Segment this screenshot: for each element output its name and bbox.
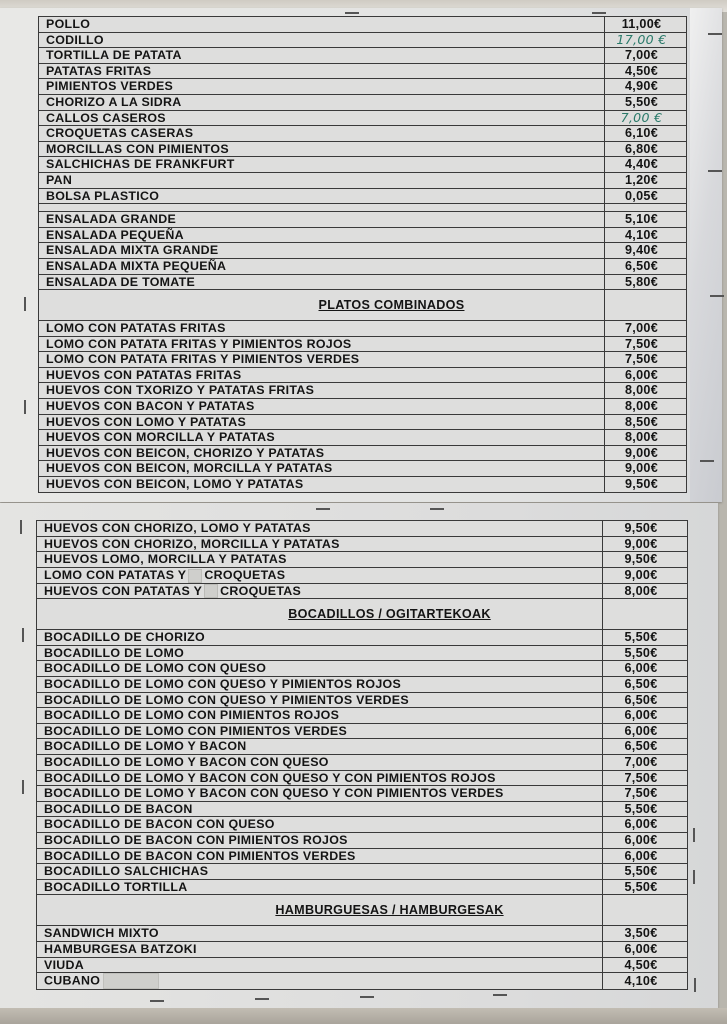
item-name: CUBANO bbox=[37, 973, 603, 990]
menu-row bbox=[39, 336, 687, 352]
item-name: TORTILLA DE PATATA bbox=[39, 48, 605, 64]
item-price: 9,00€ bbox=[603, 536, 688, 552]
menu-row bbox=[37, 552, 688, 568]
item-name: PAN bbox=[39, 172, 605, 188]
item-price: 6,00€ bbox=[603, 832, 688, 848]
item-price: 8,00€ bbox=[605, 383, 687, 399]
menu-row bbox=[37, 692, 688, 708]
item-price: 6,00€ bbox=[603, 723, 688, 739]
item-name: CROQUETAS CASERAS bbox=[39, 126, 605, 142]
menu-row bbox=[39, 63, 687, 79]
menu-row bbox=[37, 521, 688, 537]
menu-row bbox=[39, 367, 687, 383]
item-name: BOCADILLO DE LOMO Y BACON CON QUESO Y CON PIMIENTOS VERDES bbox=[37, 786, 603, 802]
item-name: BOCADILLO DE LOMO CON PIMIENTOS ROJOS bbox=[37, 708, 603, 724]
menu-row bbox=[37, 630, 688, 646]
item-price: 6,50€ bbox=[605, 258, 687, 274]
menu-row bbox=[39, 461, 687, 477]
menu-row bbox=[39, 414, 687, 430]
item-price: 4,10€ bbox=[603, 973, 688, 990]
staple-icon bbox=[255, 998, 269, 1000]
item-price: 4,90€ bbox=[605, 79, 687, 95]
item-name: BOCADILLO TORTILLA bbox=[37, 879, 603, 895]
item-name: ENSALADA DE TOMATE bbox=[39, 274, 605, 290]
item-price: 9,00€ bbox=[605, 461, 687, 477]
item-name: BOCADILLO DE LOMO Y BACON CON QUESO bbox=[37, 754, 603, 770]
item-price: 8,00€ bbox=[603, 583, 688, 599]
item-name: ENSALADA MIXTA GRANDE bbox=[39, 243, 605, 259]
item-name: BOCADILLO DE LOMO bbox=[37, 645, 603, 661]
item-name: LOMO CON PATATA FRITAS Y PIMIENTOS ROJOS bbox=[39, 336, 605, 352]
item-price: 5,50€ bbox=[603, 645, 688, 661]
item-name: ENSALADA PEQUEÑA bbox=[39, 227, 605, 243]
item-price: 9,00€ bbox=[603, 567, 688, 583]
item-name: HUEVOS CON PATATAS Y CROQUETAS bbox=[37, 583, 603, 599]
menu-row bbox=[39, 227, 687, 243]
item-name: BOCADILLO DE LOMO CON QUESO Y PIMIENTOS VERDES bbox=[37, 692, 603, 708]
item-name: ENSALADA MIXTA PEQUEÑA bbox=[39, 258, 605, 274]
staple-icon bbox=[360, 996, 374, 998]
menu-row bbox=[39, 141, 687, 157]
item-name: BOCADILLO DE CHORIZO bbox=[37, 630, 603, 646]
menu-row bbox=[39, 79, 687, 95]
item-price-handwritten bbox=[605, 110, 687, 126]
item-name: PIMIENTOS VERDES bbox=[39, 79, 605, 95]
item-price: 6,10€ bbox=[605, 126, 687, 142]
menu-row bbox=[37, 754, 688, 770]
item-price: 7,00€ bbox=[605, 48, 687, 64]
item-name: CODILLO bbox=[39, 32, 605, 48]
menu-row bbox=[37, 536, 688, 552]
item-name: HUEVOS CON MORCILLA Y PATATAS bbox=[39, 430, 605, 446]
item-name: HUEVOS CON TXORIZO Y PATATAS FRITAS bbox=[39, 383, 605, 399]
item-price: 0,05€ bbox=[605, 188, 687, 204]
item-name: BOCADILLO DE LOMO Y BACON bbox=[37, 739, 603, 755]
item-price: 9,50€ bbox=[603, 552, 688, 568]
item-name: POLLO bbox=[39, 17, 605, 33]
staple-icon bbox=[693, 870, 695, 884]
menu-row bbox=[37, 770, 688, 786]
item-price: 6,50€ bbox=[603, 692, 688, 708]
item-price: 6,00€ bbox=[603, 661, 688, 677]
item-name: BOCADILLO DE LOMO CON PIMIENTOS VERDES bbox=[37, 723, 603, 739]
menu-row bbox=[39, 243, 687, 259]
menu-row bbox=[39, 383, 687, 399]
item-name: BOCADILLO DE LOMO CON QUESO Y PIMIENTOS ROJOS bbox=[37, 677, 603, 693]
item-price: 4,10€ bbox=[605, 227, 687, 243]
menu-row bbox=[37, 801, 688, 817]
item-price: 8,00€ bbox=[605, 430, 687, 446]
item-name: BOCADILLO DE BACON CON QUESO bbox=[37, 817, 603, 833]
menu-row bbox=[37, 739, 688, 755]
wall-bottom bbox=[0, 1008, 727, 1024]
item-name: CALLOS CASEROS bbox=[39, 110, 605, 126]
menu-row bbox=[37, 583, 688, 599]
item-price: 7,00€ bbox=[605, 321, 687, 337]
section-title: BOCADILLOS / OGITARTEKOAK bbox=[37, 599, 603, 630]
item-price: 5,50€ bbox=[605, 94, 687, 110]
menu-row bbox=[39, 352, 687, 368]
menu-row bbox=[39, 32, 687, 48]
menu-row bbox=[39, 172, 687, 188]
spacer-row bbox=[39, 204, 687, 212]
menu-row bbox=[37, 677, 688, 693]
item-price: 7,50€ bbox=[605, 336, 687, 352]
item-price: 9,50€ bbox=[603, 521, 688, 537]
menu-row bbox=[37, 832, 688, 848]
item-name: HUEVOS CON BEICON, MORCILLA Y PATATAS bbox=[39, 461, 605, 477]
menu-row bbox=[37, 941, 688, 957]
menu-row bbox=[37, 723, 688, 739]
item-name: BOCADILLO DE LOMO Y BACON CON QUESO Y CON PIMIENTOS ROJOS bbox=[37, 770, 603, 786]
item-name: VIUDA bbox=[37, 957, 603, 973]
staple-icon bbox=[150, 1000, 164, 1002]
staple-icon bbox=[316, 508, 330, 510]
tape-patch bbox=[103, 973, 159, 989]
item-price: 6,00€ bbox=[603, 848, 688, 864]
staple-icon bbox=[24, 297, 26, 311]
item-name: HUEVOS CON BEICON, CHORIZO Y PATATAS bbox=[39, 445, 605, 461]
menu-row bbox=[37, 957, 688, 973]
item-price: 4,50€ bbox=[605, 63, 687, 79]
item-price: 6,80€ bbox=[605, 141, 687, 157]
menu-row bbox=[37, 848, 688, 864]
menu-table-1 bbox=[38, 16, 687, 493]
tape-patch bbox=[204, 584, 218, 598]
item-price: 1,20€ bbox=[605, 172, 687, 188]
item-name: LOMO CON PATATAS Y CROQUETAS bbox=[37, 567, 603, 583]
menu-row bbox=[39, 445, 687, 461]
item-price: 8,50€ bbox=[605, 414, 687, 430]
handwritten-price-patch: 7,00 € bbox=[620, 110, 663, 125]
menu-row bbox=[37, 817, 688, 833]
item-name: BOCADILLO DE LOMO CON QUESO bbox=[37, 661, 603, 677]
section-header-bocadillos bbox=[37, 599, 688, 630]
menu-row bbox=[37, 708, 688, 724]
item-name: BOCADILLO DE BACON bbox=[37, 801, 603, 817]
staple-icon bbox=[592, 12, 606, 14]
menu-row bbox=[37, 567, 688, 583]
item-price: 5,10€ bbox=[605, 212, 687, 228]
item-name: PATATAS FRITAS bbox=[39, 63, 605, 79]
menu-row bbox=[39, 188, 687, 204]
item-name: HUEVOS CON PATATAS FRITAS bbox=[39, 367, 605, 383]
item-name: BOCADILLO DE BACON CON PIMIENTOS VERDES bbox=[37, 848, 603, 864]
item-price: 11,00€ bbox=[605, 17, 687, 33]
sheet-fold-shadow bbox=[690, 8, 722, 502]
staple-icon bbox=[693, 828, 695, 842]
handwritten-price-patch: 17,00 € bbox=[616, 32, 667, 47]
item-name: MORCILLAS CON PIMIENTOS bbox=[39, 141, 605, 157]
item-price: 5,50€ bbox=[603, 801, 688, 817]
staple-icon bbox=[493, 994, 507, 996]
staple-icon bbox=[22, 628, 24, 642]
staple-icon bbox=[24, 400, 26, 414]
staple-icon bbox=[22, 780, 24, 794]
item-price: 4,50€ bbox=[603, 957, 688, 973]
item-name: CHORIZO A LA SIDRA bbox=[39, 94, 605, 110]
item-price: 6,00€ bbox=[603, 817, 688, 833]
item-name: LOMO CON PATATAS FRITAS bbox=[39, 321, 605, 337]
item-price: 7,50€ bbox=[605, 352, 687, 368]
item-price: 5,80€ bbox=[605, 274, 687, 290]
staple-icon bbox=[710, 295, 724, 297]
menu-row bbox=[39, 17, 687, 33]
item-name: HUEVOS CON CHORIZO, LOMO Y PATATAS bbox=[37, 521, 603, 537]
item-price: 7,00€ bbox=[603, 754, 688, 770]
item-price: 7,50€ bbox=[603, 786, 688, 802]
item-name: BOCADILLO SALCHICHAS bbox=[37, 864, 603, 880]
item-price: 5,50€ bbox=[603, 630, 688, 646]
menu-row bbox=[37, 864, 688, 880]
menu-row bbox=[37, 645, 688, 661]
menu-row bbox=[37, 661, 688, 677]
item-price: 9,00€ bbox=[605, 445, 687, 461]
item-price: 7,50€ bbox=[603, 770, 688, 786]
menu-row bbox=[39, 477, 687, 493]
item-price: 3,50€ bbox=[603, 926, 688, 942]
menu-row bbox=[39, 94, 687, 110]
item-name: SANDWICH MIXTO bbox=[37, 926, 603, 942]
item-price: 5,50€ bbox=[603, 879, 688, 895]
menu-row bbox=[39, 274, 687, 290]
menu-row bbox=[39, 258, 687, 274]
item-price: 6,00€ bbox=[603, 941, 688, 957]
staple-icon bbox=[708, 170, 722, 172]
item-name: HUEVOS CON BEICON, LOMO Y PATATAS bbox=[39, 477, 605, 493]
menu-row bbox=[37, 926, 688, 942]
item-name: SALCHICHAS DE FRANKFURT bbox=[39, 157, 605, 173]
section-header-platos-combinados bbox=[39, 290, 687, 321]
menu-row bbox=[37, 879, 688, 895]
tape-patch bbox=[188, 569, 202, 583]
item-price: 9,40€ bbox=[605, 243, 687, 259]
item-name: BOCADILLO DE BACON CON PIMIENTOS ROJOS bbox=[37, 832, 603, 848]
menu-row bbox=[37, 973, 688, 990]
staple-icon bbox=[708, 33, 722, 35]
menu-row bbox=[39, 157, 687, 173]
staple-icon bbox=[700, 460, 714, 462]
menu-table-2 bbox=[36, 520, 688, 990]
menu-row bbox=[39, 399, 687, 415]
item-name: BOLSA PLASTICO bbox=[39, 188, 605, 204]
menu-row bbox=[39, 430, 687, 446]
item-price: 4,40€ bbox=[605, 157, 687, 173]
staple-icon bbox=[20, 520, 22, 534]
staple-icon bbox=[430, 508, 444, 510]
menu-row bbox=[39, 126, 687, 142]
item-name: LOMO CON PATATA FRITAS Y PIMIENTOS VERDES bbox=[39, 352, 605, 368]
menu-row bbox=[37, 786, 688, 802]
menu-row bbox=[39, 212, 687, 228]
item-price: 6,50€ bbox=[603, 677, 688, 693]
item-name: HUEVOS CON BACON Y PATATAS bbox=[39, 399, 605, 415]
item-price: 9,50€ bbox=[605, 477, 687, 493]
item-name: ENSALADA GRANDE bbox=[39, 212, 605, 228]
menu-row bbox=[39, 48, 687, 64]
menu-row bbox=[39, 110, 687, 126]
staple-icon bbox=[694, 978, 696, 992]
item-name: HUEVOS LOMO, MORCILLA Y PATATAS bbox=[37, 552, 603, 568]
item-name: HAMBURGESA BATZOKI bbox=[37, 941, 603, 957]
item-price: 6,00€ bbox=[603, 708, 688, 724]
item-name: HUEVOS CON CHORIZO, MORCILLA Y PATATAS bbox=[37, 536, 603, 552]
item-price: 6,00€ bbox=[605, 367, 687, 383]
item-price: 6,50€ bbox=[603, 739, 688, 755]
item-price-handwritten bbox=[605, 32, 687, 48]
item-price: 5,50€ bbox=[603, 864, 688, 880]
menu-row bbox=[39, 321, 687, 337]
section-header-hamburguesas bbox=[37, 895, 688, 926]
item-name: HUEVOS CON LOMO Y PATATAS bbox=[39, 414, 605, 430]
section-title: HAMBURGUESAS / HAMBURGESAK bbox=[37, 895, 603, 926]
item-price: 8,00€ bbox=[605, 399, 687, 415]
section-title: PLATOS COMBINADOS bbox=[39, 290, 605, 321]
staple-icon bbox=[345, 12, 359, 14]
